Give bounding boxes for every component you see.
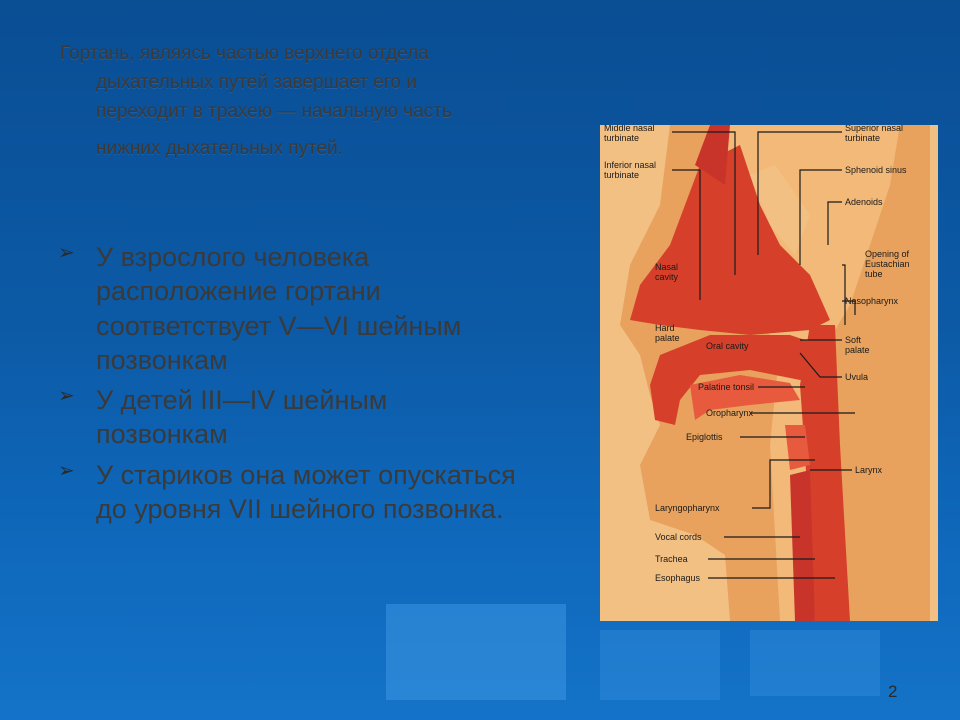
label-vocal-cords: Vocal cords <box>655 532 702 542</box>
arrow-bullet-icon: ➢ <box>58 459 75 482</box>
label-epiglottis: Epiglottis <box>686 432 723 442</box>
bullet-line: позвонкам <box>96 344 228 375</box>
bullet-item <box>58 240 618 377</box>
label-hard-palate: Hard <box>655 323 675 333</box>
bullet-item <box>58 383 618 452</box>
bullet-line: соответствует V—VI шейным <box>96 310 462 341</box>
intro-line: дыхательных путей завершает его и <box>96 71 417 93</box>
label-trachea: Trachea <box>655 554 688 564</box>
bullet-list <box>58 240 618 532</box>
decor-block <box>600 630 720 700</box>
bullet-line: до уровня VII шейного позвонка. <box>96 493 504 524</box>
intro-line: переходит в трахею — начальную часть <box>96 100 452 122</box>
label-middle-nasal: Middle nasal <box>604 125 655 133</box>
label-oral-cavity: Oral cavity <box>706 341 749 351</box>
bullet-item <box>58 458 618 527</box>
label-larynx: Larynx <box>855 465 883 475</box>
intro-line: нижних дыхательных путей. <box>96 137 343 159</box>
label-soft-palate: Soft <box>845 335 862 345</box>
arrow-bullet-icon: ➢ <box>58 385 75 408</box>
label-adenoids: Adenoids <box>845 197 883 207</box>
label-superior-nasal: turbinate <box>845 133 881 143</box>
label-uvula: Uvula <box>845 372 869 382</box>
bullet-line: расположение гортани <box>96 276 381 307</box>
label-soft-palate: palate <box>845 345 870 355</box>
label-eustachian: tube <box>865 269 883 279</box>
anatomy-figure <box>600 125 938 621</box>
label-oropharynx: Oropharynx <box>706 408 754 418</box>
label-inferior-nasal: turbinate <box>604 170 640 180</box>
decor-block <box>750 630 880 696</box>
label-nasal-cavity: cavity <box>655 272 679 282</box>
anatomy-diagram <box>600 125 938 621</box>
label-sphenoid-sinus: Sphenoid sinus <box>845 165 907 175</box>
label-superior-nasal: Superior nasal <box>845 125 904 133</box>
label-laryngopharynx: Laryngopharynx <box>655 503 720 513</box>
bullet-line: позвонкам <box>96 419 228 450</box>
bullet-line: У детей III—IV шейным <box>96 385 388 416</box>
label-nasal-cavity: Nasal <box>655 262 679 272</box>
bullet-line: У взрослого человека <box>96 242 370 272</box>
intro-line: Гортань, являясь частью верхнего отдела <box>60 43 429 64</box>
label-nasopharynx: Nasopharynx <box>845 296 899 306</box>
label-middle-nasal: turbinate <box>604 133 640 143</box>
intro-paragraph <box>60 40 600 164</box>
bullet-line: У стариков она может опускаться <box>96 459 516 490</box>
label-palatine-tonsil: Palatine tonsil <box>698 382 755 392</box>
label-esophagus: Esophagus <box>655 573 701 583</box>
label-inferior-nasal: Inferior nasal <box>604 160 657 170</box>
label-eustachian: Eustachian <box>865 259 910 269</box>
label-eustachian: Opening of <box>865 249 910 259</box>
arrow-bullet-icon: ➢ <box>58 242 75 264</box>
label-hard-palate: palate <box>655 333 680 343</box>
page-number: 2 <box>888 682 898 701</box>
decor-block <box>386 604 566 700</box>
